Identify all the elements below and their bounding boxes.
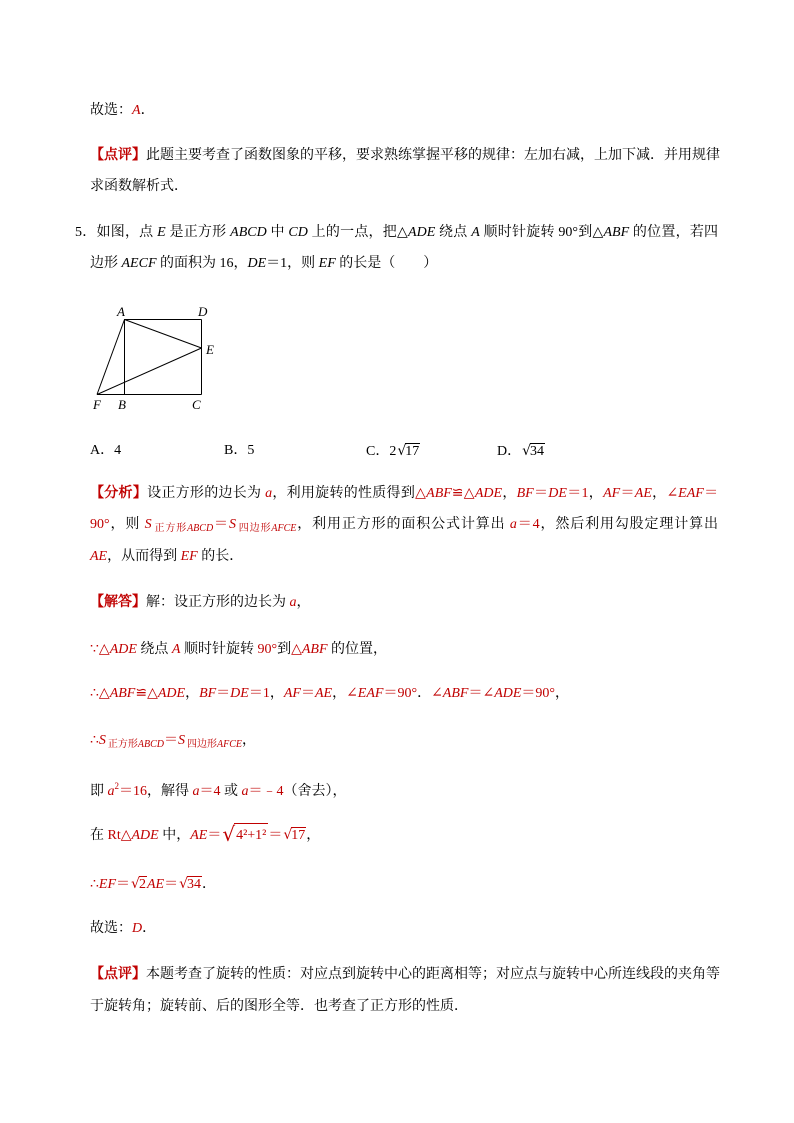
solution-line-7: [90, 874, 718, 894]
text-run: ＝1，则: [266, 256, 319, 271]
text-run: 此题主要考查了函数图象的平移，要求熟练掌握平移的规律：左加右减，上加下减．并用规律: [146, 148, 720, 163]
text-run: ，则: [109, 517, 145, 532]
math-variable: BF: [199, 686, 217, 701]
solution-line-2: [90, 640, 718, 660]
text-run: B．5: [224, 443, 255, 458]
math-variable: ABF: [109, 686, 136, 701]
subscript: ABCD: [137, 739, 165, 750]
radicand: 4²+1²: [234, 823, 268, 843]
text-run: ．: [140, 103, 155, 118]
math-variable: ABF: [442, 686, 469, 701]
math-variable: ABF: [301, 642, 328, 657]
text-run: ＝4: [199, 784, 221, 799]
point-label-a: A: [117, 304, 125, 319]
analysis-line-2: [90, 515, 718, 535]
text-run: ＝: [116, 877, 131, 892]
radical-sign: √: [283, 827, 293, 843]
text-run: ∴: [90, 733, 99, 748]
text-run: 的长是（ ）: [335, 256, 438, 271]
math-variable: BF: [516, 486, 534, 501]
math-variable: S: [228, 517, 236, 532]
text-run: ∠: [431, 686, 443, 701]
solution-line-1: [90, 593, 718, 613]
analysis-line-3: [90, 547, 718, 567]
text-run: ＝∠: [468, 686, 495, 701]
text-run: ，从而得到: [107, 549, 181, 564]
question-stem-line-1: [75, 223, 718, 243]
text-run: 故选：: [90, 921, 132, 936]
math-variable: ABF: [426, 486, 452, 501]
text-run: ，: [332, 686, 347, 701]
math-variable: AE: [314, 686, 333, 701]
text-run: C．2: [366, 444, 397, 459]
text-run: ．: [201, 877, 216, 892]
subscript: AFCE: [271, 523, 297, 534]
math-variable: EF: [180, 549, 198, 564]
text-run: 边形: [90, 256, 122, 271]
text-run: ＝: [164, 877, 179, 892]
text-run: 即: [90, 784, 108, 799]
text-run: ，: [502, 486, 517, 501]
point-label-b: B: [118, 397, 126, 412]
text-run: 绕点: [435, 225, 472, 240]
math-variable: ADE: [131, 828, 159, 843]
subscript: ABCD: [187, 523, 214, 534]
math-variable: ADE: [109, 642, 137, 657]
text-run: ．: [417, 686, 432, 701]
math-variable: D: [132, 921, 143, 936]
math-variable: EF: [98, 877, 117, 892]
text-run: ＝﹣4: [248, 784, 284, 799]
text-run: △: [291, 642, 302, 657]
math-variable: A: [171, 642, 181, 657]
comment-line-1: [90, 965, 718, 985]
text-run: ＝90°: [521, 686, 556, 701]
math-variable: ADE: [494, 686, 522, 701]
math-variable: EAF: [357, 686, 384, 701]
section-tag: 【点评】: [90, 967, 146, 982]
text-run: ＝: [213, 517, 229, 532]
text-run: ＝16: [119, 784, 147, 799]
text-run: 到: [277, 642, 292, 657]
section-tag: 【分析】: [90, 486, 148, 501]
math-variable: A: [471, 225, 480, 240]
text-run: 本题考查了旋转的性质：对应点到旋转中心的距离相等；对应点与旋转中心所连线段的夹角等: [146, 967, 720, 982]
text-run: ，: [306, 828, 321, 843]
text-run: 于旋转角；旋转前、后的图形全等．也考查了正方形的性质．: [90, 999, 468, 1014]
math-variable: S: [144, 517, 152, 532]
text-run: 的位置，若四: [629, 225, 719, 240]
solution-line-6: [90, 824, 718, 844]
text-run: ∠: [666, 486, 679, 501]
math-variable: E: [157, 225, 166, 240]
segment-fe: [97, 348, 202, 395]
text-run: ＝: [533, 486, 549, 501]
point-label-c: C: [192, 397, 201, 412]
text-run: ≌△: [451, 486, 475, 501]
comment-line-2: [90, 997, 718, 1017]
text-run: ，: [296, 595, 311, 610]
text-run: ＝: [703, 486, 719, 501]
math-variable: a: [265, 486, 273, 501]
text-run: 设正方形的边长为: [147, 486, 266, 501]
point-label-e: E: [206, 342, 214, 357]
text-run: 中: [266, 225, 289, 240]
text-run: ，利用正方形的面积公式计算出: [296, 517, 510, 532]
text-run: ≌△: [135, 686, 158, 701]
question-stem-line-2: [90, 254, 718, 274]
option-c: [366, 441, 420, 461]
math-variable: AECF: [121, 256, 157, 271]
geometry-figure: [85, 300, 225, 415]
math-variable: a: [289, 595, 297, 610]
text-run: 的位置，: [327, 642, 388, 657]
section-tag: 【解答】: [90, 595, 146, 610]
text-run: 顺时针旋转: [180, 642, 258, 657]
solution-answer-line: [90, 919, 718, 939]
segment-ae: [125, 320, 202, 349]
previous-comment-line-1: [90, 146, 718, 166]
section-tag: 【点评】: [90, 148, 146, 163]
text-run: 绕点: [136, 642, 172, 657]
radical-sign: √: [131, 876, 140, 892]
text-run: ＝90°: [383, 686, 418, 701]
point-label-d: D: [198, 304, 208, 319]
subscript: AFCE: [217, 739, 243, 750]
text-run: 是正方形: [165, 225, 231, 240]
text-run: A．4: [90, 443, 122, 458]
point-label-f: F: [93, 397, 101, 412]
text-run: ，: [185, 686, 200, 701]
text-run: ＝1: [248, 686, 270, 701]
math-variable: EAF: [678, 486, 704, 501]
solution-line-3: [90, 684, 718, 704]
subscript: 正方形: [153, 523, 188, 534]
option-a: [90, 441, 121, 461]
math-variable: S: [178, 733, 186, 748]
math-variable: AE: [146, 877, 165, 892]
math-variable: a: [509, 517, 517, 532]
previous-answer-line: [90, 101, 718, 121]
math-variable: AE: [90, 549, 108, 564]
text-run: ＝: [300, 686, 315, 701]
text-run: 的面积为 16，: [156, 256, 248, 271]
math-variable: a: [107, 784, 115, 799]
option-b: [224, 441, 254, 461]
text-run: ＝: [207, 828, 222, 843]
math-variable: DE: [548, 486, 567, 501]
math-variable: EF: [318, 256, 336, 271]
math-variable: S: [98, 733, 106, 748]
text-run: ∠: [346, 686, 358, 701]
text-run: Rt△: [107, 828, 132, 843]
math-variable: a: [241, 784, 249, 799]
text-run: 的长．: [197, 549, 244, 564]
text-run: ，: [242, 733, 257, 748]
text-run: 求函数解析式．: [90, 179, 188, 194]
subscript: 四边形: [237, 523, 272, 534]
text-run: △: [415, 486, 427, 501]
math-variable: AE: [190, 828, 208, 843]
text-run: ＝1: [566, 486, 589, 501]
radical-sign: √: [179, 876, 188, 892]
text-run: 故选：: [90, 103, 132, 118]
math-variable: a: [192, 784, 200, 799]
math-variable: A: [132, 103, 141, 118]
text-run: 或: [220, 784, 242, 799]
math-variable: DE: [247, 256, 267, 271]
segment-af: [97, 320, 125, 395]
text-run: 在: [90, 828, 108, 843]
text-run: ，解得: [147, 784, 193, 799]
text-run: ∴: [90, 877, 99, 892]
text-run: 顺时针旋转 90°到△: [479, 225, 604, 240]
text-run: 90°: [257, 642, 278, 657]
radical-sign: √: [522, 443, 532, 459]
math-variable: ABF: [603, 225, 630, 240]
text-run: ＝: [268, 828, 283, 843]
text-run: 5．如图，点: [75, 225, 158, 240]
text-run: 解：设正方形的边长为: [146, 595, 290, 610]
radicand: 34: [186, 877, 201, 892]
text-run: 中，: [158, 828, 191, 843]
text-run: ．: [142, 921, 157, 936]
option-d: [497, 441, 545, 461]
text-run: 90°: [90, 517, 110, 532]
text-run: 上的一点，把△: [307, 225, 409, 240]
text-run: ，然后利用勾股定理计算出: [539, 517, 719, 532]
text-run: ＝: [164, 733, 179, 748]
math-variable: CD: [288, 225, 308, 240]
radical-sign: √: [222, 822, 236, 846]
text-run: ∵△: [90, 642, 110, 657]
text-run: ＝: [620, 486, 635, 501]
math-variable: AF: [283, 686, 301, 701]
radicand: 34: [530, 444, 545, 459]
radicand: 17: [405, 444, 420, 459]
text-run: ，: [651, 486, 667, 501]
math-variable: ABCD: [230, 225, 267, 240]
solution-line-5: [90, 776, 718, 799]
text-run: （舍去），: [283, 784, 347, 799]
text-run: ，: [269, 686, 284, 701]
math-variable: AE: [634, 486, 652, 501]
subscript: 正方形: [107, 739, 138, 750]
math-variable: ADE: [474, 486, 503, 501]
text-run: ＝4: [516, 517, 540, 532]
math-variable: ADE: [157, 686, 186, 701]
math-variable: ADE: [408, 225, 436, 240]
radical-sign: √: [397, 443, 407, 459]
text-run: ，: [588, 486, 604, 501]
superscript: 2: [114, 781, 119, 791]
subscript: 四边形: [187, 739, 218, 750]
text-run: ，: [555, 686, 570, 701]
text-run: D．: [497, 444, 522, 459]
analysis-line-1: [90, 484, 718, 504]
solution-line-4: [90, 731, 718, 751]
radicand: 2: [138, 877, 146, 892]
previous-comment-line-2: [90, 177, 718, 197]
math-variable: DE: [230, 686, 249, 701]
text-run: ，利用旋转的性质得到: [272, 486, 416, 501]
math-variable: AF: [603, 486, 621, 501]
text-run: ∴△: [90, 686, 110, 701]
text-run: ＝: [216, 686, 231, 701]
radicand: 17: [291, 828, 306, 843]
